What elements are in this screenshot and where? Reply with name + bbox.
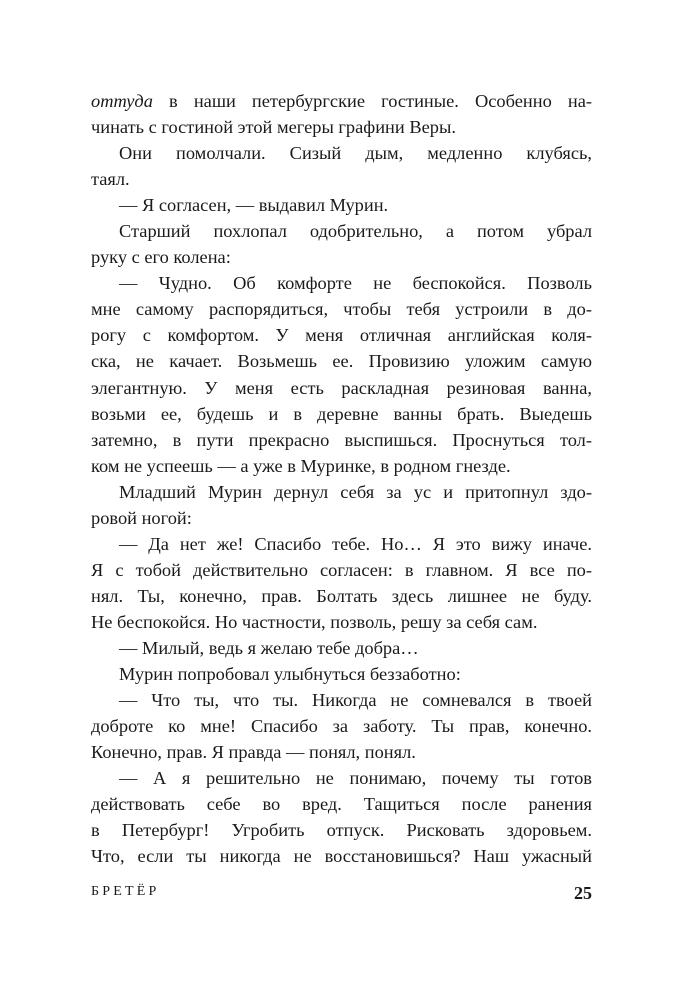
text-line: ровой ногой: (91, 507, 192, 528)
text-line: — Я согласен, — выдавил Мурин. (119, 195, 389, 216)
text-line: руку с его колена: (91, 247, 231, 268)
book-page-body (91, 88, 592, 869)
text-line: рогу с комфортом. У меня отличная английская коля- (91, 325, 592, 346)
text-line: возьми ее, будешь и в деревне ванны брать. Выедешь (91, 403, 592, 424)
line-text: в наши петербургские гостиные. Особенно на- (152, 91, 592, 111)
text-line: затемно, в пути прекрасно выспишься. Проснуться тол- (91, 429, 592, 450)
text-line: ком не успеешь — а уже в Муринке, в родном гнезде. (91, 455, 511, 476)
text-line: Что, если ты никогда не восстановишься? Наш ужасный (91, 846, 592, 867)
text-line: ска, не качает. Возьмешь ее. Провизию уложим самую (91, 351, 592, 372)
page-number: 25 (574, 883, 592, 903)
text-line: Мурин попробовал улыбнуться беззаботно: (119, 664, 461, 685)
text-line: действовать себе во вред. Тащиться после ранения (91, 794, 592, 815)
text-line: Старший похлопал одобрительно, а потом убрал (119, 221, 592, 242)
text-line: — Чудно. Об комфорте не беспокойся. Позволь (119, 273, 592, 294)
text-line: — Милый, ведь я желаю тебе добра… (119, 637, 419, 658)
text-line: таял. (91, 169, 130, 190)
text-line: — А я решительно не понимаю, почему ты готов (119, 768, 592, 789)
text-line: Они помолчали. Сизый дым, медленно клубясь, (119, 143, 592, 164)
text-line (91, 88, 592, 114)
text-line: Младший Мурин дернул себя за ус и притопнул здо- (119, 481, 592, 502)
text-line: нял. Ты, конечно, прав. Болтать здесь лишнее не буду. (91, 585, 592, 606)
text-line: Не беспокойся. Но частности, позволь, решу за себя сам. (91, 611, 538, 632)
text-line: — Да нет же! Спасибо тебе. Но… Я это вижу иначе. (119, 533, 592, 554)
running-title: БРЕТЁР (91, 884, 160, 899)
text-line: — Что ты, что ты. Никогда не сомневался в твоей (119, 690, 592, 711)
text-line: в Петербург! Угробить отпуск. Рисковать здоровьем. (91, 820, 592, 841)
text-line: Конечно, прав. Я правда — понял, понял. (91, 742, 416, 763)
text-line: доброте ко мне! Спасибо за заботу. Ты прав, конечно. (91, 716, 592, 737)
italic-word: оттуда (91, 91, 153, 111)
text-line: Я с тобой действительно согласен: в главном. Я все по- (91, 559, 592, 580)
text-line: мне самому распорядиться, чтобы тебя устроили в до- (91, 299, 592, 320)
text-line: элегантную. У меня есть раскладная резиновая ванна, (91, 377, 592, 398)
text-line: чинать с гостиной этой мегеры графини Веры. (91, 117, 456, 138)
page-footer (91, 884, 592, 910)
